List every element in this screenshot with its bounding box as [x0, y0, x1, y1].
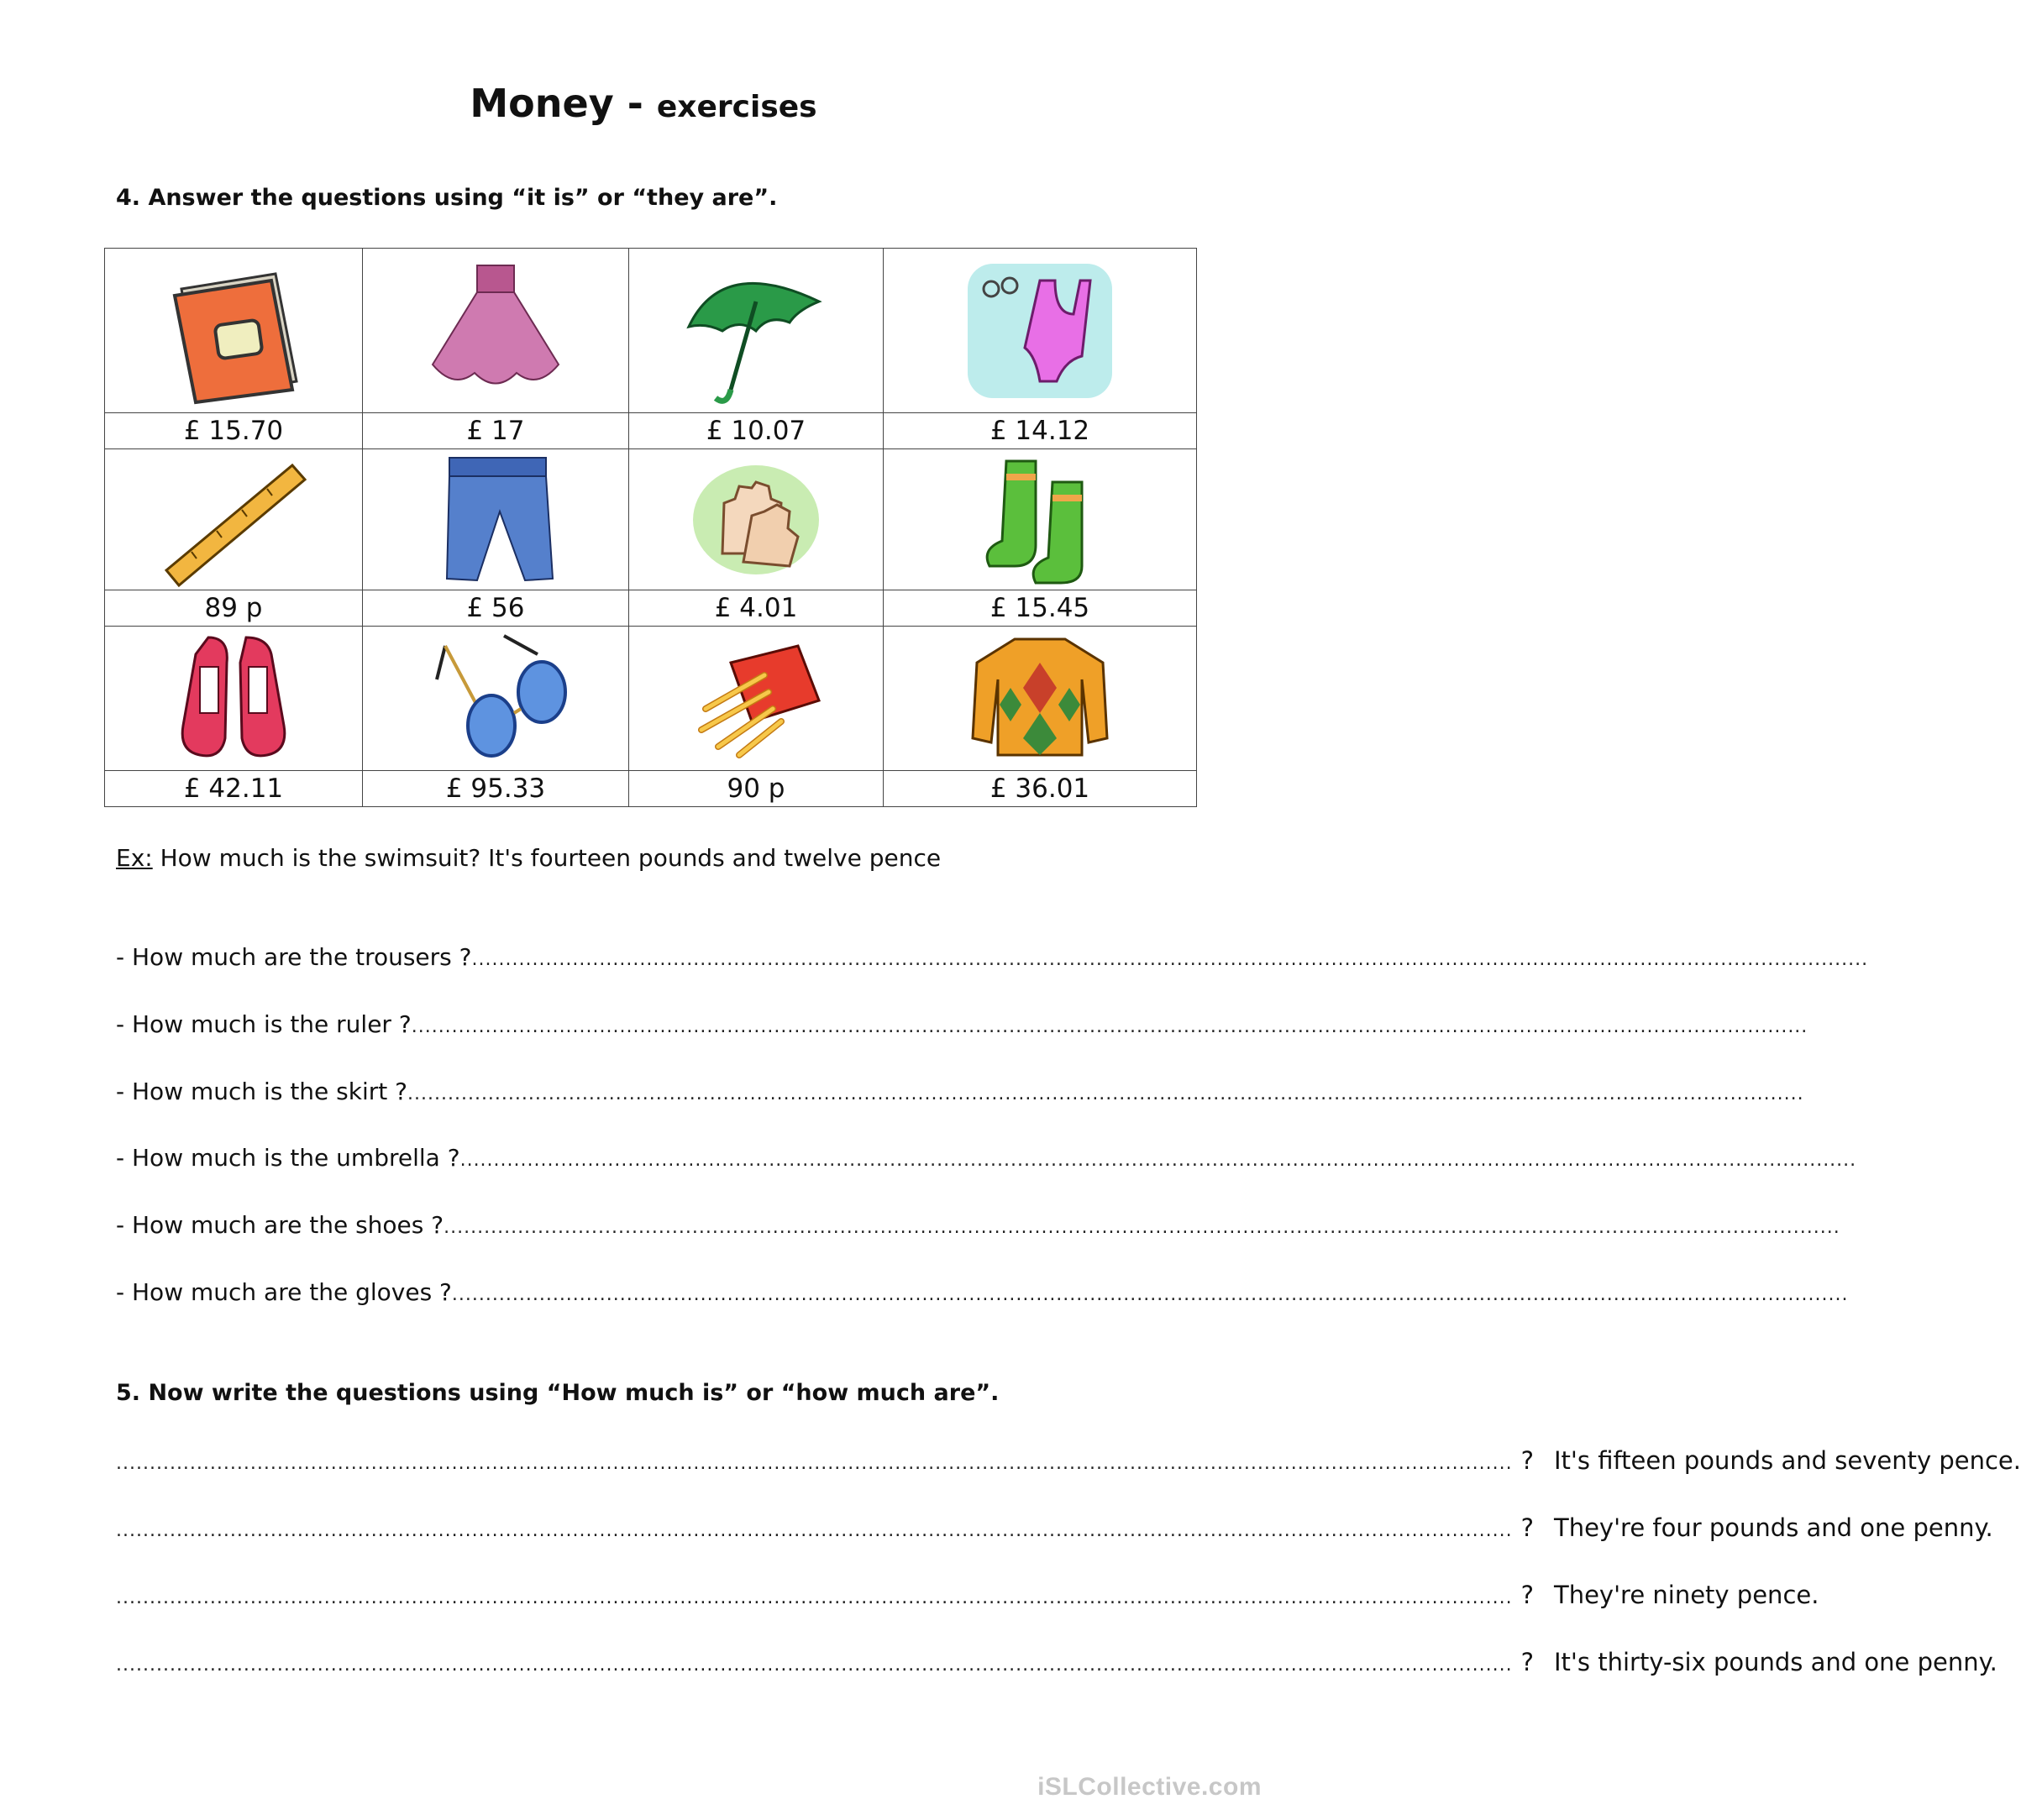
question-text: - How much are the shoes ? — [116, 1211, 444, 1239]
question-row — [116, 1144, 1857, 1172]
question-mark: ? — [1520, 1513, 1534, 1542]
price-label: 90 p — [629, 771, 884, 807]
question-mark: ? — [1520, 1648, 1534, 1676]
question-text: - How much is the ruler ? — [116, 1010, 412, 1038]
skirt-picture — [363, 249, 629, 413]
jumper-icon — [956, 629, 1124, 768]
price-label: £ 17 — [363, 413, 629, 449]
answer-blank[interactable]: ................................................................................................................................................................................................................ — [459, 1150, 1857, 1171]
question-blank[interactable]: ................................................................................................................................................................................................................ — [116, 1520, 1513, 1541]
answer-blank[interactable]: ................................................................................................................................................................................................................ — [444, 1217, 1840, 1238]
gloves-picture — [629, 449, 884, 590]
price-label: £ 4.01 — [629, 590, 884, 627]
question-text: - How much is the umbrella ? — [116, 1144, 460, 1172]
items-table — [104, 248, 1197, 807]
price-label: £ 56 — [363, 590, 629, 627]
answer-text: It's thirty-six pounds and one penny. — [1553, 1648, 1997, 1676]
price-label: 89 p — [105, 590, 363, 627]
exercise5-heading: 5. Now write the questions using “How much is” or “how much are”. — [116, 1380, 1000, 1406]
price-label: £ 10.07 — [629, 413, 884, 449]
price-label: £ 15.45 — [884, 590, 1197, 627]
question-text: - How much is the skirt ? — [116, 1078, 408, 1105]
question-text: - How much are the trousers ? — [116, 943, 472, 971]
socks-icon — [956, 453, 1124, 587]
question-row — [116, 1078, 1804, 1105]
skirt-icon — [412, 255, 580, 406]
answer-blank[interactable]: ................................................................................................................................................................................................................ — [471, 949, 1869, 970]
exercise4-heading: 4. Answer the questions using “it is” or “they are”. — [116, 185, 778, 211]
swimsuit-picture — [884, 249, 1197, 413]
price-label: £ 14.12 — [884, 413, 1197, 449]
title-sub: exercises — [656, 90, 817, 124]
price-label: £ 42.11 — [105, 771, 363, 807]
ruler-picture — [105, 449, 363, 590]
answer-blank[interactable]: ................................................................................................................................................................................................................ — [407, 1083, 1804, 1104]
book-picture — [105, 249, 363, 413]
socks-picture — [884, 449, 1197, 590]
answer-text: They're ninety pence. — [1553, 1581, 1819, 1609]
umbrella-icon — [672, 251, 840, 411]
trousers-icon — [412, 453, 580, 587]
answer-text: It's fifteen pounds and seventy pence. — [1553, 1446, 2021, 1475]
glasses-icon — [412, 629, 580, 768]
question-blank[interactable]: ................................................................................................................................................................................................................ — [116, 1453, 1513, 1474]
answer-blank[interactable]: ................................................................................................................................................................................................................ — [451, 1284, 1849, 1305]
question-text: - How much are the gloves ? — [116, 1278, 452, 1306]
ruler-icon — [150, 453, 318, 587]
page-title — [0, 81, 1287, 126]
shoes-picture — [105, 627, 363, 771]
question-mark: ? — [1520, 1446, 1534, 1475]
title-main: Money — [470, 81, 614, 126]
price-label: £ 95.33 — [363, 771, 629, 807]
question-blank[interactable]: ................................................................................................................................................................................................................ — [116, 1655, 1513, 1676]
answer-row — [116, 1581, 1819, 1609]
price-label: £ 15.70 — [105, 413, 363, 449]
price-label: £ 36.01 — [884, 771, 1197, 807]
gloves-icon — [672, 453, 840, 587]
question-row — [116, 1278, 1849, 1306]
book-icon — [150, 255, 318, 406]
chips-picture — [629, 627, 884, 771]
answer-row — [116, 1446, 2021, 1475]
glasses-picture — [363, 627, 629, 771]
site-watermark: iSLCollective.com — [1037, 1773, 1262, 1801]
answer-text: They're four pounds and one penny. — [1553, 1513, 1993, 1542]
swimsuit-icon — [956, 255, 1124, 406]
answer-row — [116, 1513, 1993, 1542]
umbrella-picture — [629, 249, 884, 413]
question-row — [116, 943, 1869, 971]
title-dash: - — [613, 81, 657, 126]
jumper-picture — [884, 627, 1197, 771]
example-sentence — [116, 844, 941, 872]
chips-icon — [672, 629, 840, 768]
example-label: Ex: — [116, 844, 153, 872]
question-row — [116, 1010, 1808, 1038]
question-mark: ? — [1520, 1581, 1534, 1609]
trousers-picture — [363, 449, 629, 590]
answer-row — [116, 1648, 1997, 1676]
shoes-icon — [150, 629, 318, 768]
question-blank[interactable]: ................................................................................................................................................................................................................ — [116, 1587, 1513, 1608]
question-row — [116, 1211, 1840, 1239]
answer-blank[interactable]: ................................................................................................................................................................................................................ — [411, 1016, 1808, 1037]
example-text: How much is the swimsuit? It's fourteen pounds and twelve pence — [152, 844, 942, 872]
